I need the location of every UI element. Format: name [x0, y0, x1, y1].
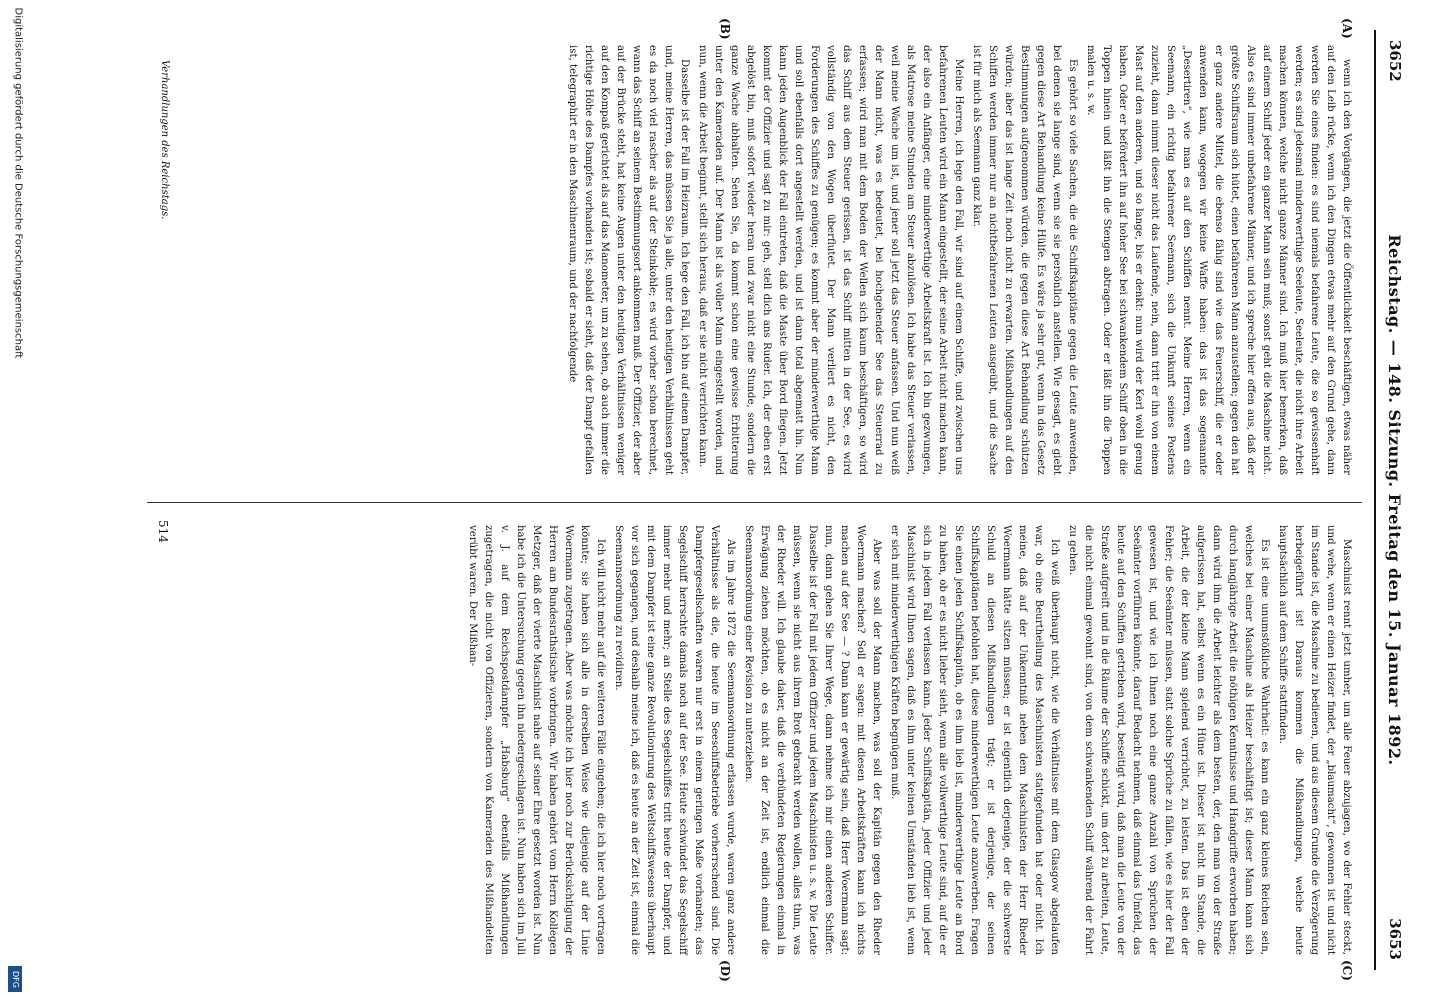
paragraph: Als im Jahre 1872 die Seemannsordnung erlassen wurde, waren ganz andere Verhältnisse als die, die heute im Seeschiffsbetriebe vorherrschend sind. Die Dampfergesellschaften waren nur erst in einem geringen Maße vorhanden; das Segelschiff herrschte damals noch auf der See. Heute schwindet das Segelschiff immer mehr und mehr; an Stelle des Segelschiffes tritt heute der Dampfer, und mit dem Dampfer ist eine ganze Revolutionirung des Weltschiffswesens überhaupt vor sich gegangen, und deshalb meine ich, daß es heute an der Zeit ist, einmal die Seemannsordnung zu revidiren.: [613, 525, 736, 955]
paragraph: Es ist eine unumstößliche Wahrheit: es kann ein ganz kleines Reichen sein, welches bei einer Maschine als Heizer beschäftigt ist; dieser Mann kann sich durch langjährige Arbeit die nöthigen Kenntnisse und Handgriffe erworben haben; dann wird ihm die Arbeit leichter als dem besten, der, den man von der Straße aufgerissen hat, selbst wenn es ein Hüne ist. Dieser ist nicht im Stande, die Arbeit, die der kleine Mann spielend verrichtet, zu leisten. Das ist eben der Fehler; die Seeämter müssen, statt solche Sprüche zu fällen, wie es hier der Fall gewesen ist, und wie ich Ihnen noch eine ganze Anzahl von Sprüchen der Seeämter vorführen könnte, darauf Bedacht nehmen, daß einmal das Umfeld, das heute auf den Schiffen getrieben wird, beseitigt wird, daß man die Leute von der Straße aufgreift und in die Räume der Schiffe schickt, um dort zu arbeiten, Leute, die nicht einmal gewohnt sind, von dem schwankenden Schiff während der Fahrt zu gehen.: [1067, 525, 1270, 955]
margin-letter-a: (A): [1340, 18, 1354, 39]
sheet-number: 514: [156, 520, 170, 543]
margin-letter-c: (C): [1340, 960, 1354, 981]
footnote: Verhandlungen des Reichstags.: [159, 60, 170, 220]
dfg-logo: DFG: [8, 966, 22, 992]
paragraph: Ich will nicht mehr auf die weiteren Fälle eingehen; die ich hier noch vortragen könnte; sie haben sich alle in derselben Weise wie diejenige auf der Linie Woermann zugetragen. Aber was möchte ich hier noch zur Berücksichtigung der Herren am Bundesrathstische vorbringen. Wir haben gehört vom Herrn Kollegen Metzger, daß der vierte Maschinist nahe auf seiner Ehre gesetzt worden ist. Nun habe ich die Untersuchung gegen ihn niedergeschlagen ist. Nun haben sich im Juli v. J. auf dem Reichspostdampfer „Habsburg“ ebenfalls Mißhandlungen zugetragen, die nicht von Offizieren, sondern von Kameraden des Mißhandelten verübt waren. Der Mißhan-: [467, 525, 606, 955]
paragraph: Maschinist rennt jetzt umher, um alle Feuer abzujagen, wo der Fehler steckt, und wehe, wenn er einen Heizer findet, der „blaumacht“, gewonnen ist und nicht im Stande ist, die Maschine zu bedienen, und aus diesem Grunde die Verzögerung herbeigeführt ist! Daraus kommen die Mißhandlungen, welche heute hauptsächlich auf dem Schiffe stattfinden.: [1277, 525, 1352, 955]
page-header: [1362, 0, 1432, 1000]
page-number-left: 3652: [1386, 40, 1404, 82]
paragraph: Es gehört so viele Sachen, die die Schiffskapitäne gegen die Leute anwenden, bei denen sie lange sind, wenn sie sie persönlich anstellen. Wie gesagt, es giebt gegen diese Art Behandlung keine Hülfe. Es wäre ja sehr gut, wenn in das Gesetz Bestimmungen aufgenommen würden, die gegen diese Art Behandlung schützen würden; aber das ist lange Zeit noch nicht zu erwarten. Mißhandlungen auf den Schiffen werden immer nur an nichtbefahrenen Leuten ausgeübt, und die Sache ist für mich als Seemann ganz klar.: [971, 45, 1078, 475]
paragraph: Dasselbe ist der Fall im Heizraum. Ich lege den Fall, ich bin auf einem Dampfer, und, meine Herren, das müssen Sie ja alle, unter den heutigen Verhältnissen geht es da noch viel rascher als auf der Steinkohle; es wird vorher schon berechnet, wann das Schiff an seinem Bestimmungsort ankommen muß. Der Offizier, der aber auf der Brücke steht, hat keine Augen unter den heutigen Verhältnissen weniger auf den Kompaß gerichtet als auf das Manometer, um zu sehen, ob auch immer die richtige Höhe des Dampfes vorhanden ist; sobald er sieht, daß der Dampf gefallen ist, telegraphirt er in den Maschinenraum, und der nachfolgende: [567, 45, 690, 475]
rotated-page: [142, 0, 1432, 1000]
margin-letter-d: (D): [718, 960, 732, 982]
right-column: [462, 525, 1354, 955]
page-title: Reichstag. — 148. Sitzung. Freitag den 15. Januar 1892.: [1385, 234, 1404, 766]
left-column: [562, 45, 1354, 475]
paragraph: wenn ich den Vorgängen, die jetzt die Öffentlichkeit beschäftigen, etwas näher auf den Leib rücke, wenn ich den Dingen etwas mehr auf den Grund gehe, dann werden Sie eines finden: es sind niemals befahrene Leute, die so gewissenhaft werden; es sind jedesmal minderwerthige Seeleute, Seeleute, die nicht ihre Arbeit machen können, welche nicht ganze Männer sind. Ich muß hier bemerken, daß auf einem Schiff jeder ein ganzer Mann sein muß; sonst geht die Maschine nicht. Also es sind immer unbefahrene Männer, und ich spreche hier offen aus, daß der größte Schiffsraum sich hütet, einen befahrenen Mann anzustellen; gegen den hat er ganz andere Mittel, die ebenso fähig sind wie das Feuerschiff, die er oder anwenden kann, wogegen wir keine Waffe haben: das ist das sogenannte „Desertiren“, wie man es auf den Schiffen nennt. Meine Herren, wenn ein Seemann, ein richtig befahrener Seemann, sich die Unkunft seines Postens zuzieht, dann nimmt dieser nicht das Laufende, nein, dann tritt er ihn von einem Mast auf den anderen, und so lange, bis er denkt: nun wird der Kerl wohl genug haben. Oder er befördert ihn auf hoher See bei schwankendem Schiff oben in die Toppen hinein und läßt ihn die Stengen abtragen. Oder er läßt ihn die Toppen malen u. s. w.: [1085, 45, 1352, 475]
page-number-right: 3653: [1386, 918, 1404, 960]
paragraph: Ich weiß überhaupt nicht, wie die Verhältnisse mit dem Glasgow abgelaufen war, ob eine Beurtheilung des Maschinisten stattgefunden hat oder nicht. Ich meine, daß auf der Unkenntniß neben dem Maschinisten der Herr Rheder Woermann hätte sitzen müssen; er ist eigentlich derjenige, der die schwerste Schuld an diesen Mißhandlungen trägt; er ist derjenige, der seinen Schiffskapitänen befohlen hat, diese minderwerthigen Leute anzuwerben. Fragen Sie einen jeden Schiffskapitän, ob es ihm lieb ist, minderwerthige Leute an Bord zu haben, ob er es nicht lieber sieht, wenn alle vollwerthige Leute sind, auf die er sich in jedem Fall verlassen kann. Jeder Schiffskapitän, jeder Offizier und jeder Maschinist wird Ihnen sagen, daß es ihm unter keinen Umständen lieb ist, wenn er sich mit minderwerthigen Kräften begnügen muß.: [889, 525, 1060, 955]
paragraph: Meine Herren, ich lege den Fall, wir sind auf einem Schiffe, und zwischen uns befahrenen Leuten wird ein Mann eingestellt, der seine Arbeit nicht machen kann, der also ein Anfänger, eine minderwerthige Arbeitskraft ist. Ich bin gezwungen, als Matrose meine Stunden am Steuer abzulösen. Ich habe das Steuer verlassen, weil meine Wache um ist, und jener soll jetzt das Steuer anfassen. Und nun weiß der Mann nicht, was es bedeutet, bei hochgehender See das Steuerrad zu erfassen; wird man mit dem Boden der Wellen sich kaum beschäftigen, so wird das Schiff aus dem Steuer gerissen, ist das Schiff mitten in der See, es wird vollständig von den Wogen überflutet. Der Mann verliert es nicht, den Forderungen des Schiffes zu genügen; es kommt aber der minderwerthige Mann und soll ebenfalls dort angestellt werden, und ist dann total abgematt hin. Nun kann jeden Augenblick der Fall eintreten, daß die Maste über Bord fliegen. Jetzt kommt der Offizier und sagt zu mir: geh, stell dich ans Ruder. Ich, der eben erst abgelöst bin, muß sofort wieder heran und zwar nicht eine Stunde, sondern die ganze Wache abhalten. Sehen Sie, da kommt schon eine gewisse Erbitterung unter den Kameraden auf. Der Mann ist als voller Mann eingestellt worden, und nun, wenn die Arbeit beginnt, stellt sich heraus, daß er sie nicht verrichten kann.: [697, 45, 964, 475]
margin-letter-b: (B): [718, 18, 732, 40]
paragraph: Aber was soll der Mann machen, was soll der Kapitän gegen den Rheder Woermann machen? Soll er sagen: mit diesen Arbeitskräften kann ich nichts machen auf der See — ? Dann kann er gewärtig sein, daß Herr Woermann sagt: nun, dann gehen Sie Ihrer Wege, dann nehme ich mir einen anderen Schiffer. Dasselbe ist der Fall mit jedem Offizier und jedem Maschinisten u. s. w. Die Leute müssen, wenn sie nicht aus ihrem Brot gebracht werden wollen, alles thun, was der Rheder will. Ich glaube daher, daß die verbündeten Regierungen einmal in Erwägung ziehen möchten, ob es nicht an der Zeit ist, endlich einmal die Seemannsordnung einer Revision zu unterziehen.: [743, 525, 882, 955]
digitization-credit: [8, 0, 24, 1000]
credit-text: Digitalisierung gefördert durch die Deutsche Forschungsgemeinschaft: [12, 7, 24, 359]
header-rule: [1374, 30, 1376, 970]
column-separator: [147, 502, 1362, 503]
